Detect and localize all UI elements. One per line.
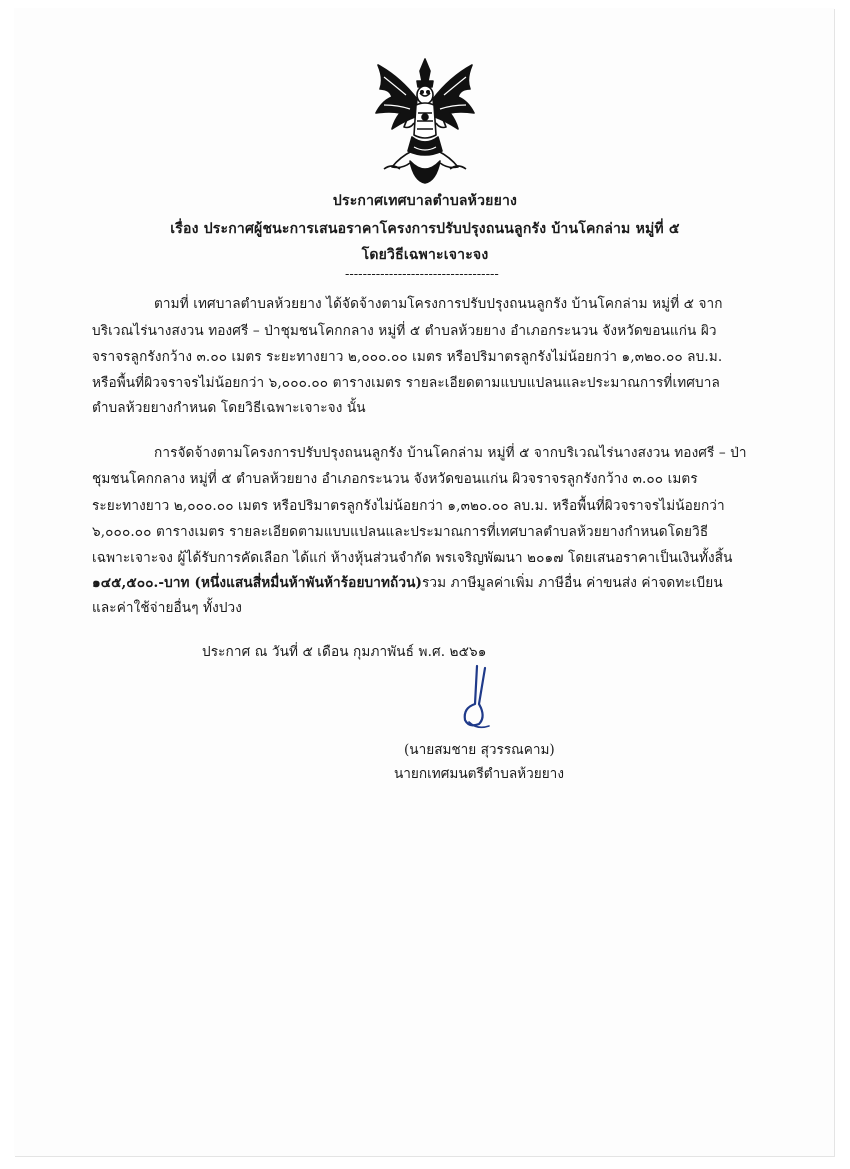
- bid-amount-inclusions: รวม ภาษีมูลค่าเพิ่ม ภาษีอื่น ค่าขนส่ง ค่าจดทะเบียน: [422, 575, 723, 591]
- paragraph2-amount-line: [92, 571, 723, 593]
- paragraph1-line: ตำบลห้วยยางกำหนด โดยวิธีเฉพาะเจาะจง นั้น: [92, 400, 366, 416]
- paragraph1-line: จราจรลูกรังกว้าง ๓.๐๐ เมตร ระยะทางยาว ๒,๐๐๐.๐๐ เมตร หรือปริมาตรลูกรังไม่น้อยกว่า ๑,๓๒๐.๐๐ ลบ.ม.: [92, 349, 723, 365]
- signatory-name: (นายสมชาย สุวรรณคาม): [404, 742, 555, 758]
- paragraph1-line: ตามที่ เทศบาลตำบลห้วยยาง ได้จัดจ้างตามโครงการปรับปรุงถนนลูกรัง บ้านโคกล่าม หมู่ที่ ๕ จาก: [154, 296, 723, 312]
- paragraph2-line: และค่าใช้จ่ายอื่นๆ ทั้งปวง: [92, 600, 243, 616]
- announcement-date: ประกาศ ณ วันที่ ๕ เดือน กุมภาพันธ์ พ.ศ. ๒๕๖๑: [202, 644, 487, 660]
- paragraph2-line: ชุมชนโคกกลาง หมู่ที่ ๕ ตำบลห้วยยาง อำเภอกระนวน จังหวัดขอนแก่น ผิวจราจรลูกรังกว้าง ๓.๐๐ เมตร: [92, 471, 698, 487]
- signatory-position: นายกเทศมนตรีตำบลห้วยยาง: [394, 766, 564, 782]
- handwritten-signature: [455, 664, 499, 734]
- procurement-method: โดยวิธีเฉพาะเจาะจง: [361, 247, 489, 263]
- paragraph2-line: ๖,๐๐๐.๐๐ ตารางเมตร รายละเอียดตามแบบแปลนและประมาณการที่เทศบาลตำบลห้วยยางกำหนดโดยวิธี: [92, 524, 709, 540]
- bid-amount: ๑๔๕,๕๐๐.-บาท (หนึ่งแสนสี่หมื่นห้าพันห้าร้อยบาทถ้วน): [92, 575, 423, 591]
- header-divider: -----------------------------------: [345, 267, 499, 282]
- document-title: ประกาศเทศบาลตำบลห้วยยาง: [332, 193, 518, 209]
- paragraph1-line: บริเวณไร่นางสงวน ทองศรี – ป่าชุมชนโคกกลาง หมู่ที่ ๕ ตำบลห้วยยาง อำเภอกระนวน จังหวัดขอนแก่น ผิว: [92, 323, 717, 339]
- paragraph2-line: ระยะทางยาว ๒,๐๐๐.๐๐ เมตร หรือปริมาตรลูกรังไม่น้อยกว่า ๑,๓๒๐.๐๐ ลบ.ม. หรือพื้นที่ผิวจราจรไม่น้อยกว่า: [92, 498, 725, 514]
- paragraph2-line: เฉพาะเจาะจง ผู้ได้รับการคัดเลือก ได้แก่ ห้างหุ้นส่วนจำกัด พรเจริญพัฒนา ๒๐๑๗ โดยเสนอราคาเป็นเงินทั้งสิ้น: [92, 550, 733, 566]
- document-subject: เรื่อง ประกาศผู้ชนะการเสนอราคาโครงการปรับปรุงถนนลูกรัง บ้านโคกล่าม หมู่ที่ ๕: [170, 221, 680, 237]
- paragraph1-line: หรือพื้นที่ผิวจราจรไม่น้อยกว่า ๖,๐๐๐.๐๐ ตารางเมตร รายละเอียดตามแบบแปลนและประมาณการที่เทศบาล: [92, 375, 720, 391]
- paragraph2-line: การจัดจ้างตามโครงการปรับปรุงถนนลูกรัง บ้านโคกล่าม หมู่ที่ ๕ จากบริเวณไร่นางสงวน ทองศรี – ป่า: [154, 445, 747, 461]
- garuda-emblem-icon: [370, 55, 480, 185]
